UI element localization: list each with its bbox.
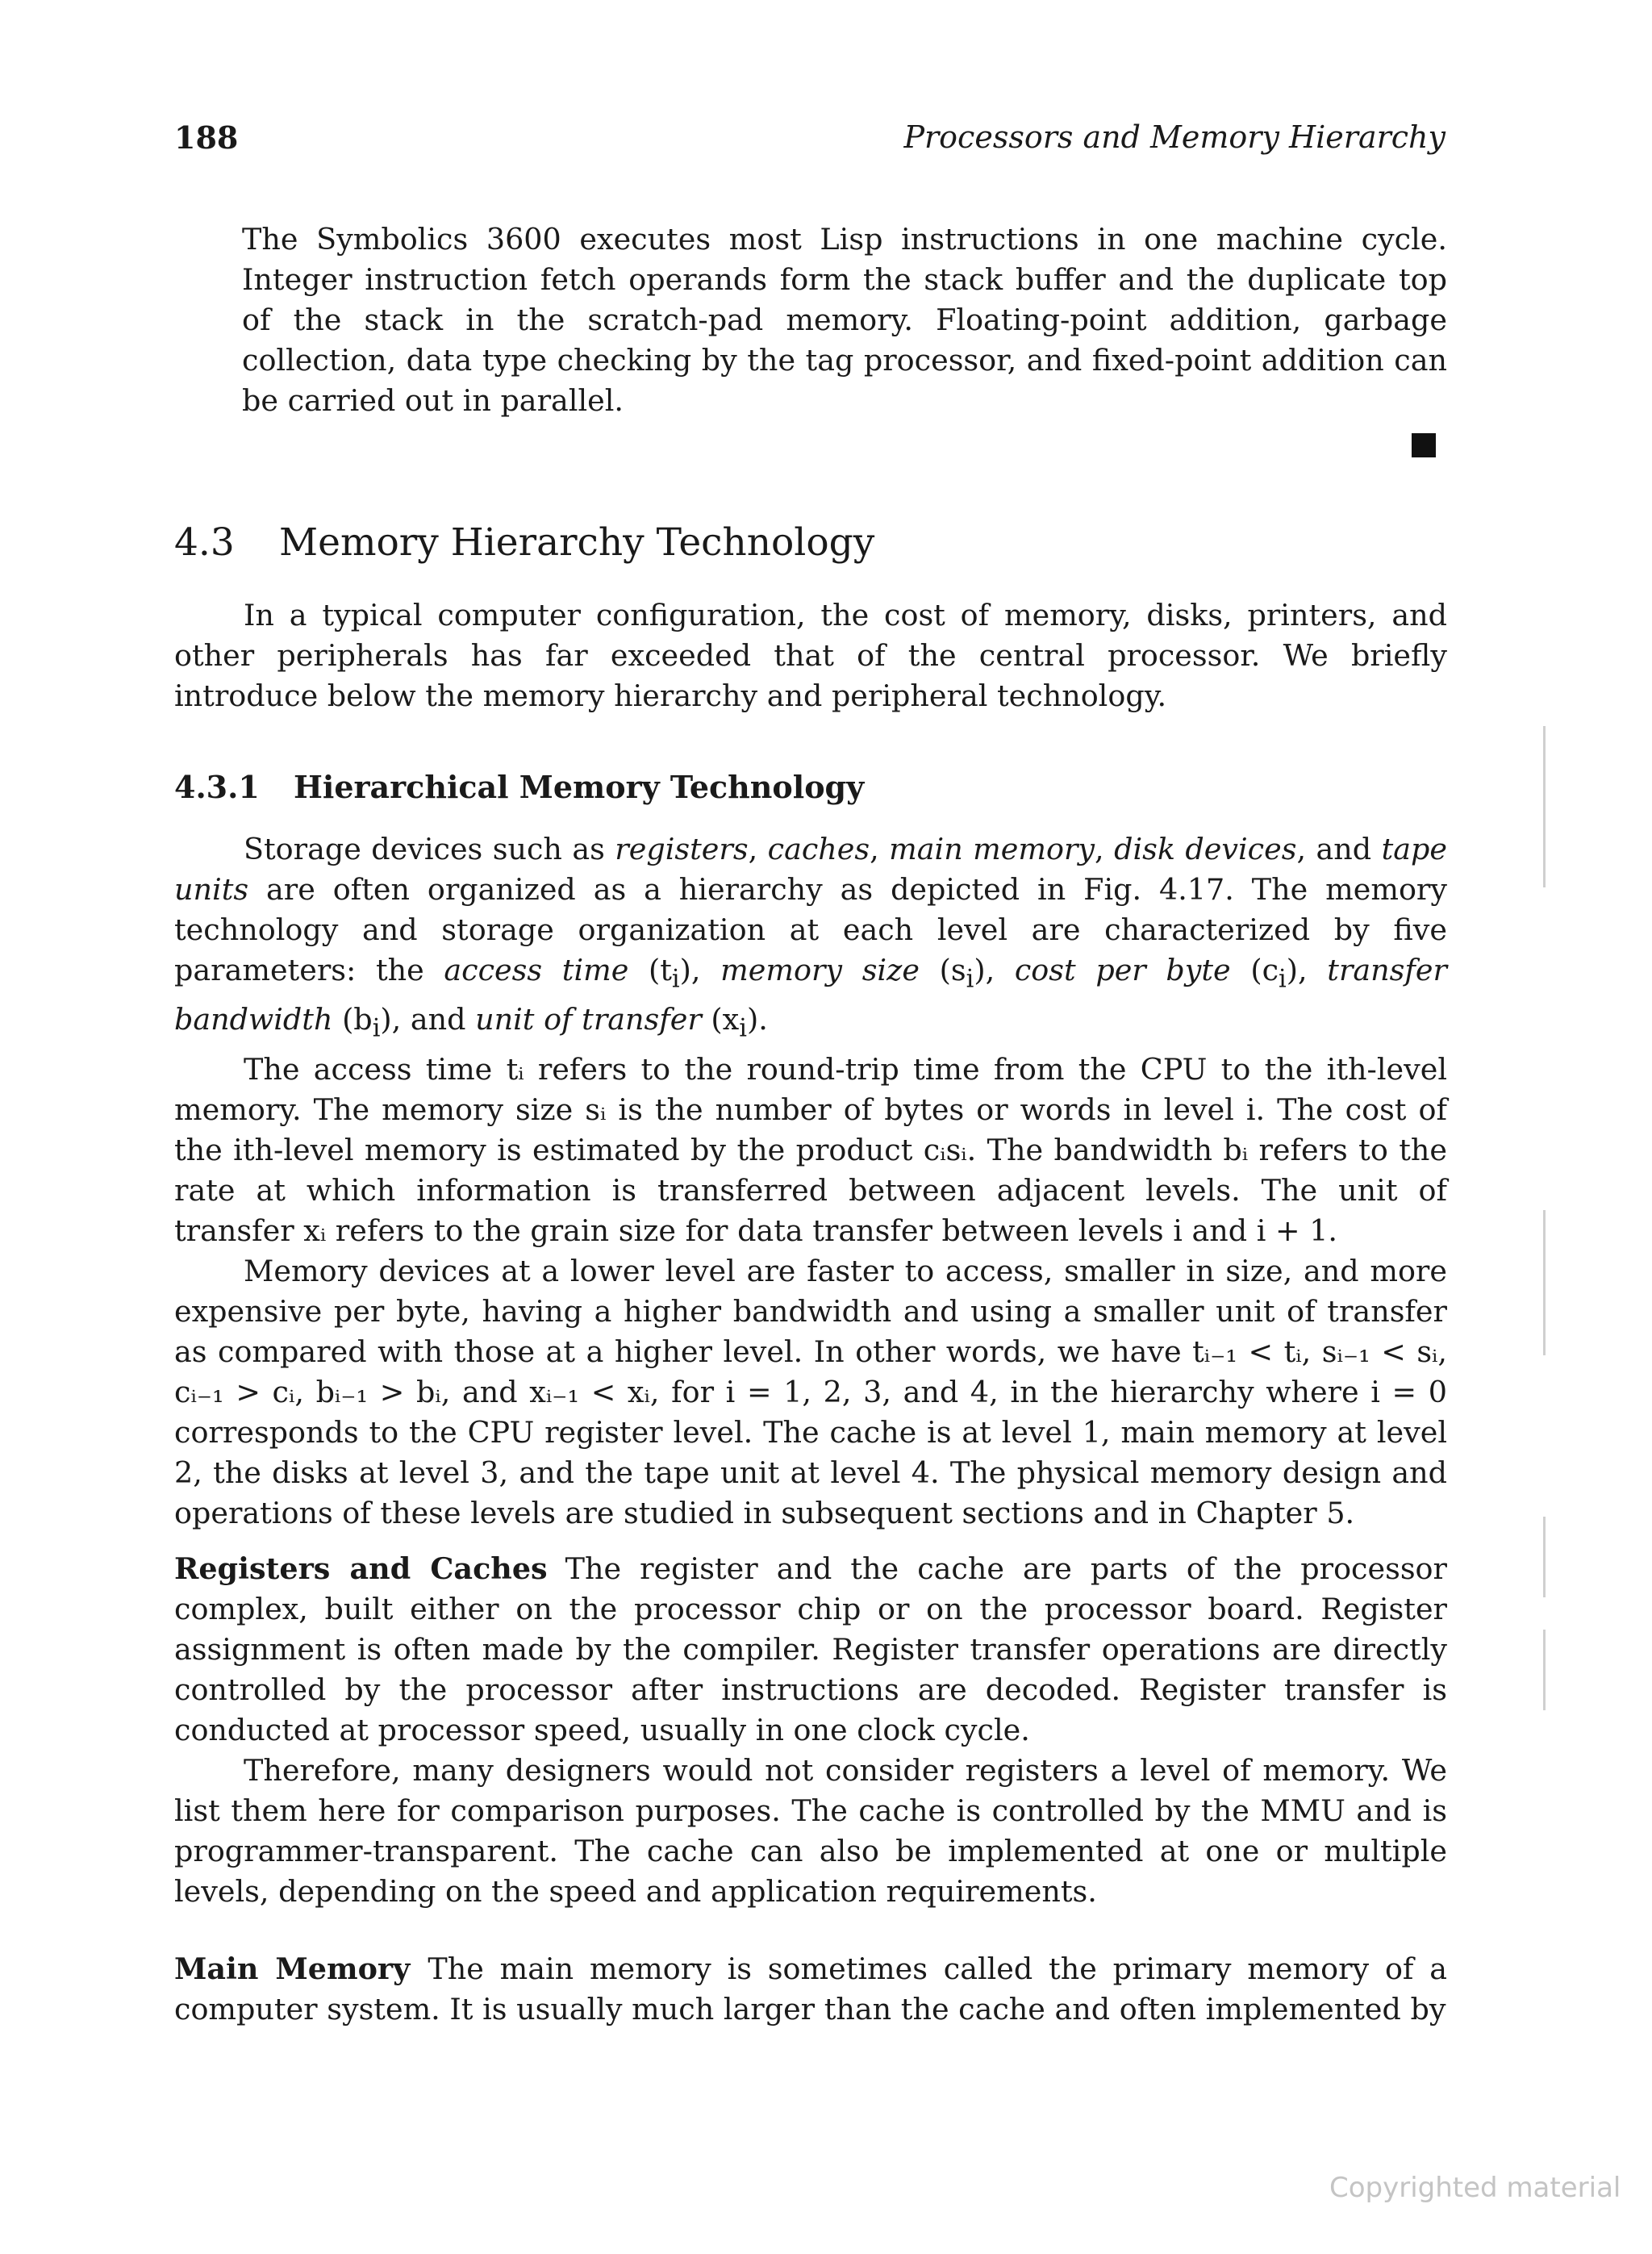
intro-paragraph: The Symbolics 3600 executes most Lisp instructions in one machine cycle. Integer instruction fetch operands form the stack buffer and the duplicate top of the stack in the scratch-pad memory. Floating-point addition, garbage collection, data type checking by the tag processor, and fixed-point addition can be carried out in parallel. — [242, 222, 1447, 418]
end-of-example-mark — [1412, 433, 1436, 457]
hierarchy-paragraph-1: Storage devices such as registers, caches, main memory, disk devices, and tape units are often organized as a hierarchy as depicted in Fig. 4.17. The memory technology and storage organization at each level are characterized by five parameters: the access time $(t_i)$, memory size $(s_i)$, cost per byte $(c_i)$, transfer bandwidth $(b_i)$, and unit of transfer $(x_i)$. — [174, 832, 1447, 1043]
registers-caches-paragraph-2: Therefore, many designers would not consider registers a level of memory. We list them here for comparison purposes. The cache is controlled by the MMU and is programmer-transparent. The cache can also be implemented at one or multiple levels, depending on the speed and application requirements. — [174, 1753, 1447, 1909]
section-intro-paragraph: In a typical computer configuration, the cost of memory, disks, printers, and other peripherals has far exceeded that of the central processor. We briefly introduce below the memory hierarchy and peripheral technology. — [174, 598, 1447, 713]
margin-change-bar — [1543, 1517, 1546, 1597]
section-title: Memory Hierarchy Technology — [279, 520, 875, 565]
section-intro-block — [174, 595, 1447, 716]
margin-change-bar — [1543, 1210, 1546, 1355]
main-memory-block — [174, 1949, 1447, 2030]
main-memory-paragraph: Main Memory The main memory is sometimes called the primary memory of a computer system. It is usually much larger than the cache and often implemented by — [174, 1951, 1447, 2027]
section-number: 4.3 — [174, 520, 235, 565]
intro-paragraph-block — [242, 219, 1447, 421]
subsection-title: Hierarchical Memory Technology — [294, 769, 865, 805]
page-number: 188 — [174, 119, 239, 156]
running-title: Processors and Memory Hierarchy — [903, 119, 1446, 155]
subsection-heading — [174, 769, 864, 805]
hierarchy-paragraph-2: The access time tᵢ refers to the round-trip time from the CPU to the ith-level memory. The memory size sᵢ is the number of bytes or words in level i. The cost of the ith-level memory is estimated by the product cᵢsᵢ. The bandwidth bᵢ refers to the rate at which information is transferred between adjacent levels. The unit of transfer xᵢ refers to the grain size for data transfer between levels i and i + 1. — [174, 1051, 1447, 1248]
hierarchy-text-block — [174, 829, 1447, 1534]
main-memory-heading: Main Memory — [174, 1951, 411, 1986]
margin-change-bar — [1543, 1630, 1546, 1710]
copyright-watermark: Copyrighted material — [1329, 2172, 1621, 2204]
section-heading — [174, 520, 874, 565]
registers-caches-paragraph-1: Registers and Caches The register and the cache are parts of the processor complex, built either on the processor chip or on the processor board. Register assignment is often made by the compiler. Register transfer operations are directly controlled by the processor after instructions are decoded. Register transfer is conducted at processor speed, usually in one clock cycle. — [174, 1551, 1447, 1747]
hierarchy-paragraph-3: Memory devices at a lower level are faster to access, smaller in size, and more expensive per byte, having a higher bandwidth and using a smaller unit of transfer as compared with those at a higher level. In other words, we have tᵢ₋₁ < tᵢ, sᵢ₋₁ < sᵢ, cᵢ₋₁ > cᵢ, bᵢ₋₁ > bᵢ, and xᵢ₋₁ < xᵢ, for i = 1, 2, 3, and 4, in the hierarchy where i = 0 corresponds to the CPU register level. The cache is at level 1, main memory at level 2, the disks at level 3, and the tape unit at level 4. The physical memory design and operations of these levels are studied in subsequent sections and in Chapter 5. — [174, 1253, 1447, 1530]
registers-caches-heading: Registers and Caches — [174, 1551, 548, 1586]
margin-change-bar — [1543, 726, 1546, 887]
subsection-number: 4.3.1 — [174, 769, 260, 805]
registers-caches-block — [174, 1549, 1447, 1912]
page-header — [174, 119, 1446, 160]
